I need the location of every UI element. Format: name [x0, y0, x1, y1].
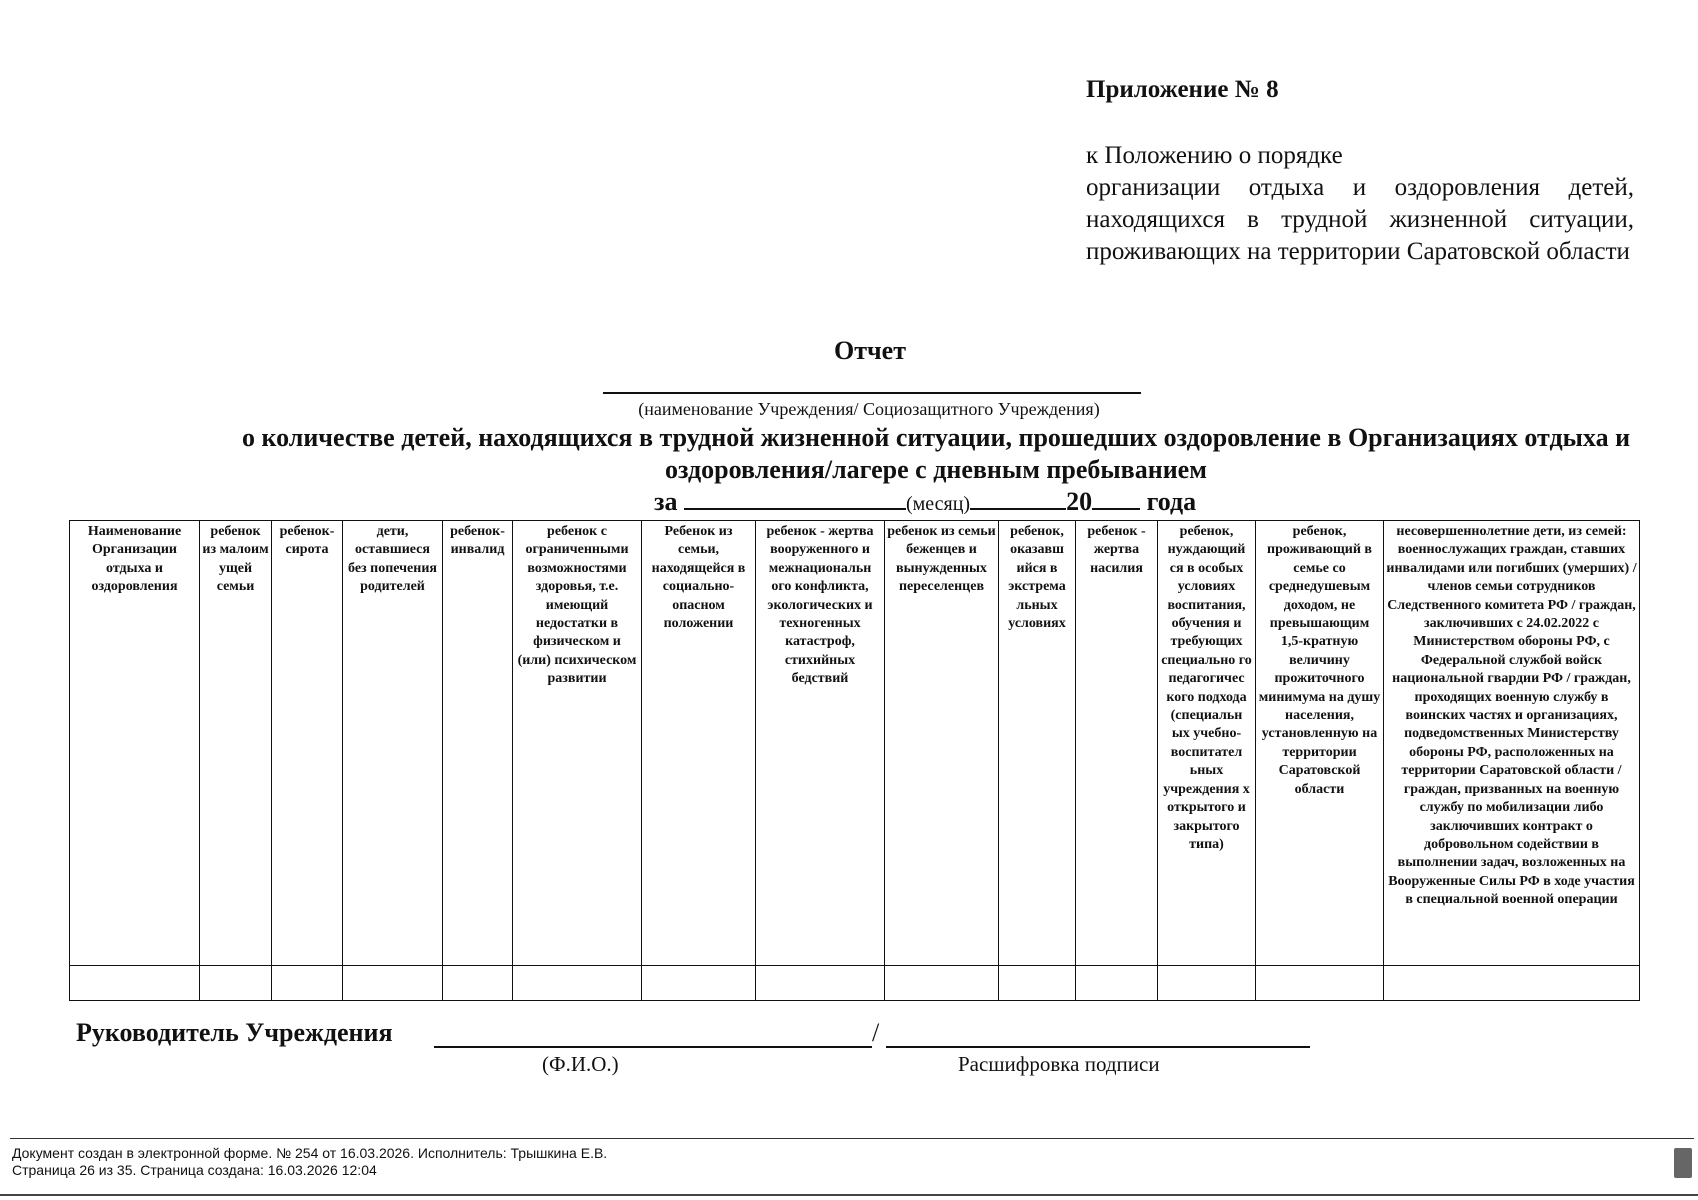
- column-header: несовершеннолетние дети, из семей: военнослужащих граждан, ставших инвалидами или погибших (умерших) / членов семьи сотрудников Следственного комитета РФ / граждан, заключивших с 24.02.2022 с Министерством обороны РФ, с Федеральной службой войск национальной гвардии РФ / граждан, проходящих военную службу в воинских частях и организациях, подведомственных Министерству обороны РФ, расположенных на территории Саратовской области / граждан, призванных на военную службу по мобилизации либо заключивших контракт о добровольном содействии в выполнении задач, возложенных на Вооруженные Силы РФ в ходе участия в специальной военной операции: [1384, 521, 1640, 966]
- table-cell[interactable]: [1256, 966, 1384, 1001]
- signature-decode-line[interactable]: [886, 1046, 1310, 1048]
- decode-caption: Расшифровка подписи: [958, 1052, 1160, 1076]
- report-period: [654, 486, 1196, 517]
- document-footer: [12, 1145, 607, 1179]
- column-header: дети, оставшиеся без попечения родителей: [343, 521, 443, 966]
- table-cell[interactable]: [885, 966, 999, 1001]
- table-row: [70, 966, 1640, 1001]
- column-header: ребенок-инвалид: [443, 521, 513, 966]
- footer-line-1: Документ создан в электронной форме. № 254 от 16.03.2026. Исполнитель: Трышкина Е.В.: [12, 1145, 608, 1161]
- period-prefix: за: [654, 487, 678, 516]
- table-cell[interactable]: [200, 966, 272, 1001]
- column-header: ребенок - жертва вооруженного и межнациональн ого конфликта, экологических и техногенных катастроф, стихийных бедствий: [756, 521, 885, 966]
- report-title: Отчет: [834, 336, 906, 365]
- appendix-text: [1086, 140, 1634, 268]
- scrollbar-thumb[interactable]: [1674, 1148, 1692, 1178]
- column-header: ребенок-сирота: [272, 521, 343, 966]
- table-cell[interactable]: [1384, 966, 1640, 1001]
- page-bottom-border: [0, 1194, 1698, 1196]
- period-year-field[interactable]: [1092, 486, 1140, 510]
- signature-label: Руководитель Учреждения: [76, 1018, 393, 1047]
- column-header: ребенок из малоим ущей семьи: [200, 521, 272, 966]
- column-header: ребенок, оказавш ийся в экстрема льных условиях: [999, 521, 1076, 966]
- column-header: ребенок, проживающий в семье со среднедушевым доходом, не превышающим 1,5-кратную величину прожиточного минимума на душу населения, установленную на территории Саратовской области: [1256, 521, 1384, 966]
- appendix-line-1: к Положению о порядке: [1086, 142, 1343, 169]
- column-header: Ребенок из семьи, находящейся в социально-опасном положении: [642, 521, 756, 966]
- report-subject: о количестве детей, находящихся в трудной жизненной ситуации, прошедших оздоровление в Организациях отдыха и оздоровления/лагере с дневным пребыванием: [241, 423, 1631, 484]
- table-cell[interactable]: [443, 966, 513, 1001]
- period-month-caption: (месяц): [905, 493, 971, 515]
- signature-line[interactable]: [434, 1046, 872, 1048]
- institution-caption: (наименование Учреждения/ Социозащитного Учреждения): [638, 399, 1100, 419]
- table-cell[interactable]: [999, 966, 1076, 1001]
- column-header: ребенок с ограниченными возможностями здоровья, т.е. имеющий недостатки в физическом и (или) психическом развитии: [513, 521, 642, 966]
- table-cell[interactable]: [272, 966, 343, 1001]
- table-cell[interactable]: [1158, 966, 1256, 1001]
- footer-line-2: Страница 26 из 35. Страница создана: 16.03.2026 12:04: [12, 1162, 377, 1178]
- signature-slash: /: [872, 1018, 880, 1047]
- table-cell[interactable]: [642, 966, 756, 1001]
- column-header: Наименование Организации отдыха и оздоровления: [70, 521, 200, 966]
- column-header: ребенок, нуждающий ся в особых условиях воспитания, обучения и требующих специально го педагогичес кого подхода (специальн ых учебно-воспитател ьных учреждения х открытого и закрытого типа): [1158, 521, 1256, 966]
- appendix-line-2: организации отдыха и оздоровления детей, находящихся в трудной жизненной ситуации, проживающих на территории Саратовской области: [1086, 174, 1634, 265]
- period-day-field[interactable]: [970, 486, 1066, 510]
- table-cell[interactable]: [756, 966, 885, 1001]
- column-header: ребенок - жертва насилия: [1076, 521, 1158, 966]
- table-cell[interactable]: [343, 966, 443, 1001]
- table-cell[interactable]: [513, 966, 642, 1001]
- table-header-row: [70, 521, 1640, 966]
- table-cell[interactable]: [1076, 966, 1158, 1001]
- column-header: ребенок из семьи беженцев и вынужденных переселенцев: [885, 521, 999, 966]
- fio-caption: (Ф.И.О.): [542, 1052, 619, 1076]
- institution-name-line[interactable]: [603, 392, 1141, 394]
- period-suffix: года: [1146, 487, 1197, 516]
- period-month-field[interactable]: [684, 486, 906, 510]
- period-year-prefix: 20: [1066, 487, 1093, 516]
- footer-divider: [10, 1138, 1694, 1139]
- report-table: [69, 520, 1640, 1001]
- table-cell[interactable]: [70, 966, 200, 1001]
- appendix-title: Приложение № 8: [1086, 76, 1279, 103]
